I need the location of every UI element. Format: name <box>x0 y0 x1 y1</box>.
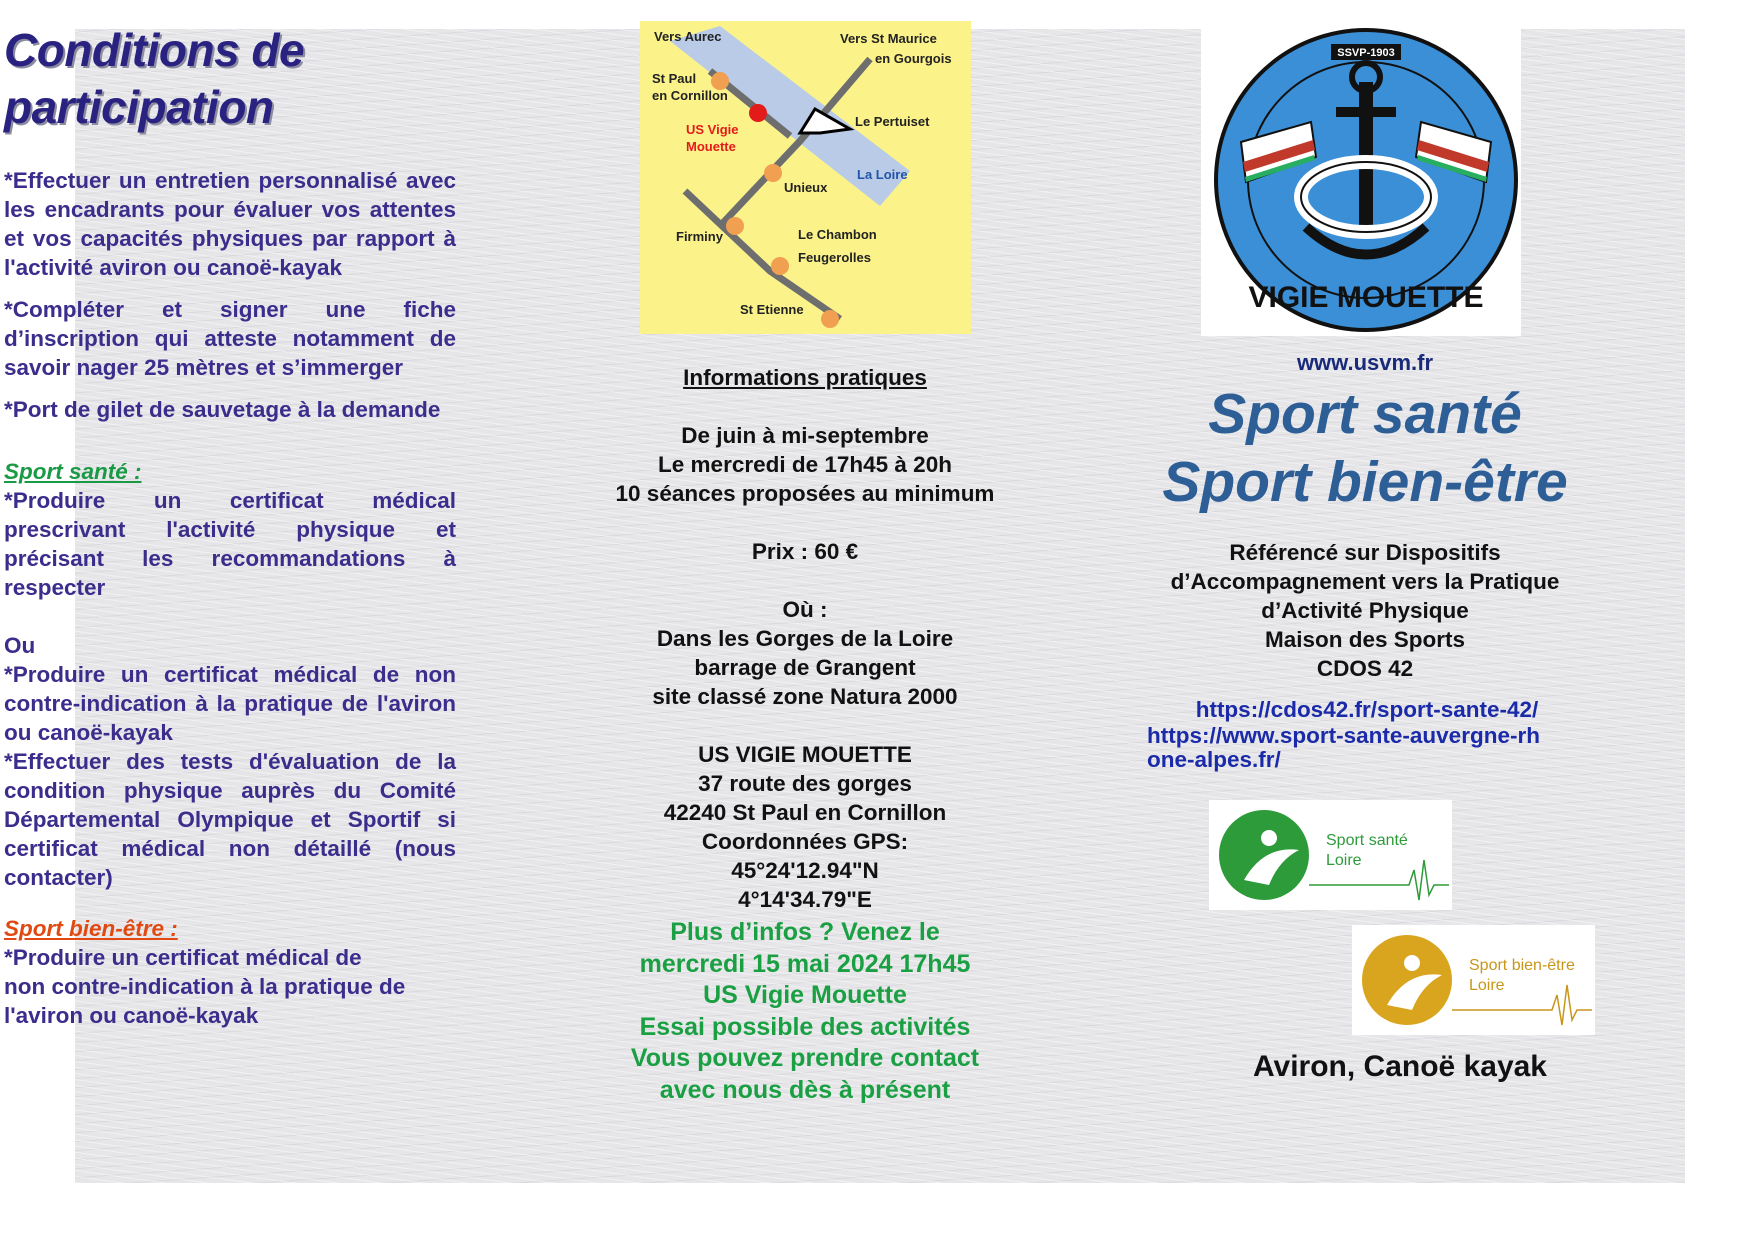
badge-label: Loire <box>1469 977 1505 994</box>
badge-label: Sport bien-être <box>1469 957 1575 974</box>
open-day-line: Vous pouvez prendre contact <box>630 1044 980 1072</box>
bien-etre-line-2: non contre-indication à la pratique de <box>4 974 406 999</box>
bien-etre-line-3: l'aviron ou canoë-kayak <box>4 1003 259 1028</box>
where-line: site classé zone Natura 2000 <box>652 684 958 709</box>
conditions-column <box>4 22 456 1030</box>
practical-info <box>570 363 1040 1106</box>
town-marker <box>764 164 782 182</box>
headline <box>1140 380 1590 516</box>
condition-registration: *Compléter et signer une fiche d’inscription qui atteste notamment de savoir nager 25 mètres et s’immerger <box>4 297 456 380</box>
club-marker <box>749 104 767 122</box>
location-map <box>640 21 971 334</box>
condition-no-contra: *Produire un certificat médical de non contre-indication à la pratique de l'aviron ou canoë-kayak <box>4 662 456 745</box>
map-label: Vers St Maurice <box>840 31 937 46</box>
badge-label: Sport santé <box>1326 832 1408 849</box>
link-part: https://www.sport-sante-auvergne-rh <box>1147 723 1540 748</box>
headline-line-2: Sport bien-être <box>1162 450 1568 514</box>
map-label: en Cornillon <box>652 88 728 103</box>
referencing-info <box>1140 538 1590 683</box>
link-part: one-alpes.fr/ <box>1147 747 1281 772</box>
map-label: St Paul <box>652 71 697 86</box>
bien-etre-line-1: *Produire un certificat médical de <box>4 945 362 970</box>
sport-bien-etre-loire-logo <box>1352 925 1595 1035</box>
town-marker <box>821 310 839 328</box>
activities-label: Aviron, Canoë kayak <box>1252 1050 1547 1083</box>
headline-line-1: Sport santé <box>1208 382 1522 446</box>
map-label: La Loire <box>857 167 908 182</box>
map-label: Firminy <box>676 229 723 244</box>
logo-top-text: SSVP-1903 <box>1337 47 1395 59</box>
ref-line: CDOS 42 <box>1316 656 1414 681</box>
schedule-sessions: 10 séances proposées au minimum <box>615 481 995 506</box>
club-logo <box>1201 22 1521 336</box>
town-marker <box>726 217 744 235</box>
map-label: Le Chambon <box>798 227 877 242</box>
map-label: Unieux <box>784 180 828 195</box>
gps-label: Coordonnées GPS: <box>701 829 909 854</box>
gps-longitude: 4°14'34.79"E <box>738 887 872 912</box>
club-name: US VIGIE MOUETTE <box>698 742 912 767</box>
map-label: US Vigie <box>686 122 739 137</box>
schedule-day: Le mercredi de 17h45 à 20h <box>658 452 952 477</box>
price: Prix : 60 € <box>751 539 859 564</box>
open-day-line: Essai possible des activités <box>639 1012 971 1041</box>
where-line: Dans les Gorges de la Loire <box>656 626 954 651</box>
open-day-line: avec nous dès à présent <box>659 1075 951 1104</box>
map-label: Le Pertuiset <box>855 114 930 129</box>
sport-sante-loire-logo <box>1209 800 1452 910</box>
ref-line: Maison des Sports <box>1264 627 1466 652</box>
title-line-1: Conditions de <box>4 24 305 76</box>
town-marker <box>771 257 789 275</box>
map-label: Vers Aurec <box>654 29 722 44</box>
condition-life-vest: *Port de gilet de sauvetage à la demande <box>4 397 441 422</box>
open-day-info <box>570 917 1040 1106</box>
map-label: en Gourgois <box>875 51 952 66</box>
condition-interview: *Effectuer un entretien personnalisé avec les encadrants pour évaluer vos attentes et vos capacités physiques par rapport à l'activité aviron ou canoë-kayak <box>4 168 456 280</box>
or-label: Ou <box>4 633 36 658</box>
badge-label: Loire <box>1326 852 1362 869</box>
where-label: Où : <box>782 597 828 622</box>
schedule-season: De juin à mi-septembre <box>681 423 929 448</box>
sport-sante-heading: Sport santé : <box>4 459 142 484</box>
condition-tests: *Effectuer des tests d'évaluation de la condition physique auprès du Comité Départemental Olympique et Sportif si certificat médical non détaillé (nous contacter) <box>4 749 456 890</box>
open-day-line: US Vigie Mouette <box>703 981 907 1009</box>
ref-line: Référencé sur Dispositifs <box>1229 540 1501 565</box>
practical-info-title: Informations pratiques <box>683 365 927 390</box>
open-day-line: Plus d’infos ? Venez le <box>670 918 940 946</box>
cdos-link[interactable]: https://cdos42.fr/sport-sante-42/ <box>1195 697 1539 722</box>
open-day-line: mercredi 15 mai 2024 17h45 <box>639 949 971 978</box>
address-line: 37 route des gorges <box>698 771 912 796</box>
ref-line: d’Activité Physique <box>1261 598 1469 623</box>
address-line: 42240 St Paul en Cornillon <box>663 800 947 825</box>
map-label: St Etienne <box>740 302 804 317</box>
map-label: Mouette <box>686 139 736 154</box>
title-line-2: participation <box>4 81 274 133</box>
condition-certificate: *Produire un certificat médical prescrivant l'activité physique et précisant les recommandations à respecter <box>4 488 456 600</box>
sport-bien-etre-heading: Sport bien-être : <box>4 916 178 941</box>
website-url[interactable]: www.usvm.fr <box>1296 350 1434 375</box>
where-line: barrage de Grangent <box>694 655 916 680</box>
auvergne-link[interactable] <box>1147 724 1587 772</box>
links-block <box>1147 698 1587 772</box>
gps-latitude: 45°24'12.94"N <box>731 858 879 883</box>
logo-name: VIGIE MOUETTE <box>1248 281 1484 314</box>
ref-line: d’Accompagnement vers la Pratique <box>1170 569 1560 594</box>
map-label: Feugerolles <box>798 250 871 265</box>
conditions-title <box>4 22 456 136</box>
